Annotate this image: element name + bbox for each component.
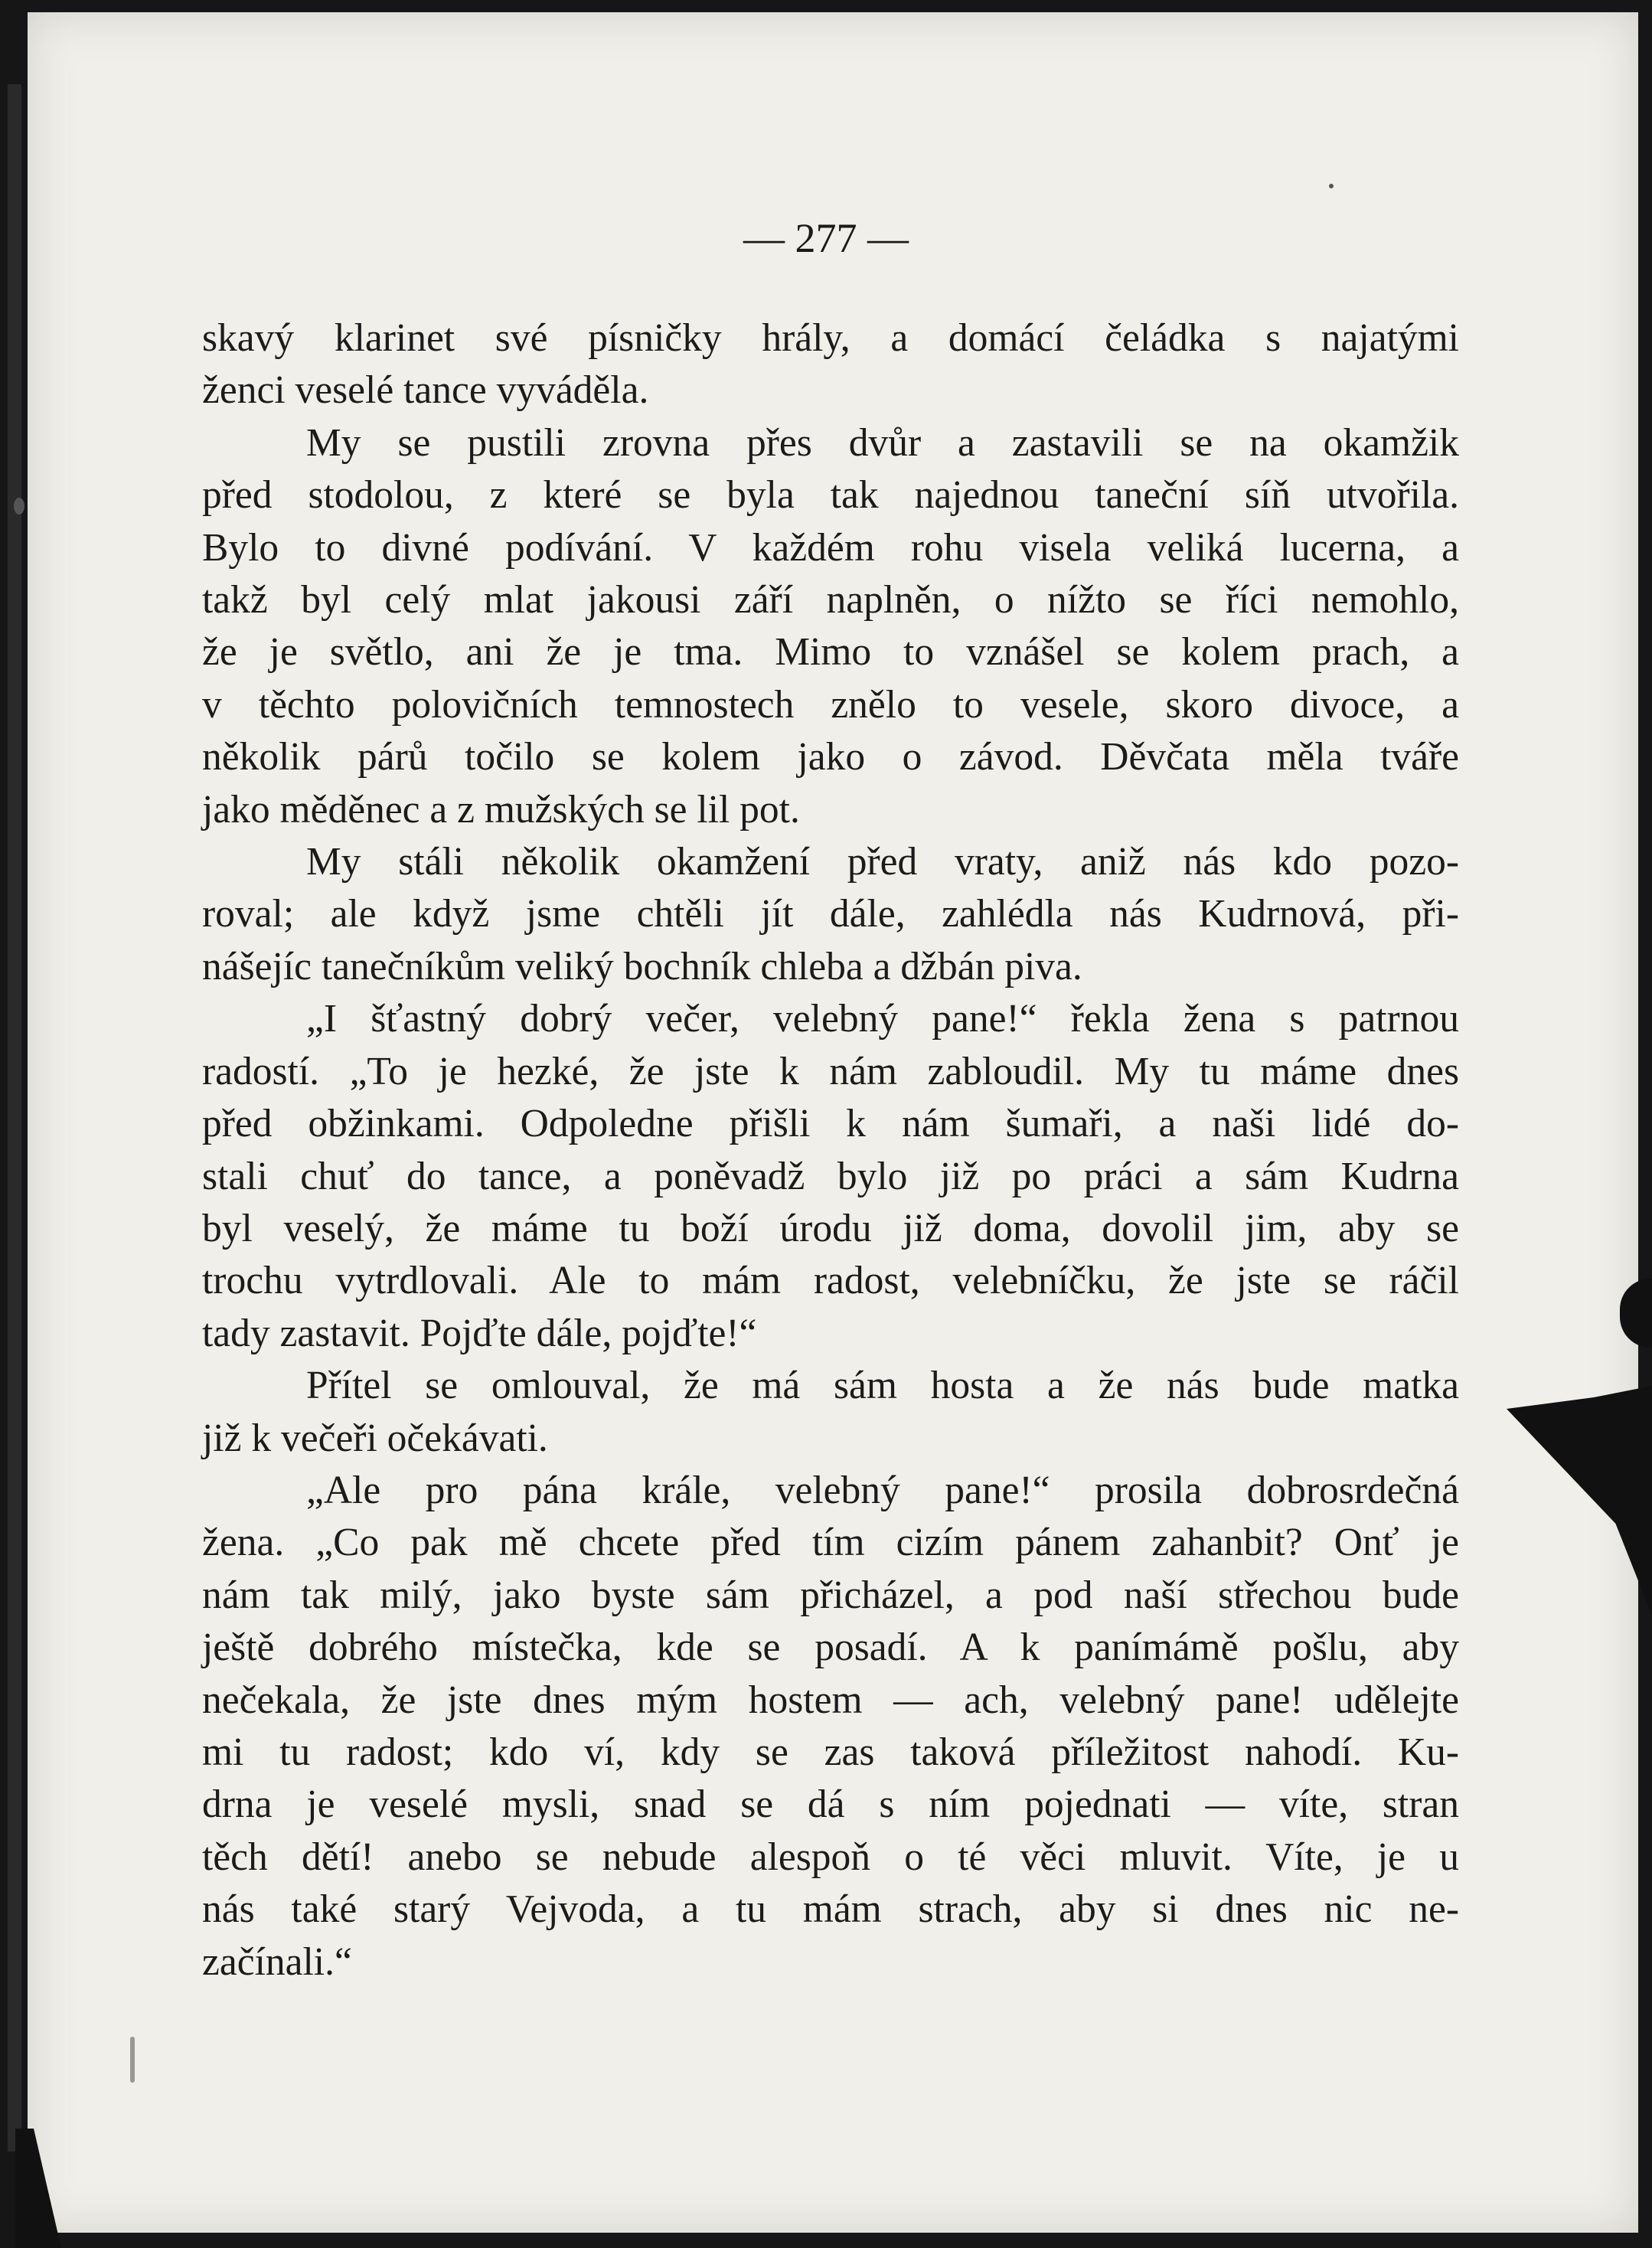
text-line: před obžinkami. Odpoledne přišli k nám šumaři, a naši lidé do- bbox=[202, 1102, 1459, 1146]
text-line: těch dětí! anebo se nebude alespoň o té věci mluvit. Víte, je u bbox=[202, 1835, 1459, 1879]
text-line: skavý klarinet své písničky hrály, a domácí čeládka s najatými bbox=[202, 316, 1459, 360]
paragraph bbox=[202, 993, 1459, 1360]
text-line: „Ale pro pána krále, velebný pane!“ prosila dobrosrdečná bbox=[306, 1468, 1459, 1512]
text-line: stali chuť do tance, a poněvadž bylo již po práci a sám Kudrna bbox=[202, 1154, 1459, 1198]
text-line: ještě dobrého místečka, kde se posadí. A k panímámě pošlu, aby bbox=[202, 1626, 1459, 1670]
text-line: takž byl celý mlat jakousi září naplněn, o nížto se říci nemohlo, bbox=[202, 578, 1459, 622]
text-line: v těchto polovičních temnostech znělo to vesele, skoro divoce, a bbox=[202, 682, 1459, 727]
text-line: „I šťastný dobrý večer, velebný pane!“ řekla žena s patrnou bbox=[306, 997, 1459, 1041]
paragraph bbox=[202, 836, 1459, 993]
text-line: My stáli několik okamžení před vraty, aniž nás kdo pozo- bbox=[306, 840, 1459, 884]
text-line: jako měděnec a z mužských se lil pot. bbox=[202, 787, 800, 832]
text-line: radostí. „To je hezké, že jste k nám zabloudil. My tu máme dnes bbox=[202, 1049, 1459, 1093]
text-line: nečekala, že jste dnes mým hostem — ach, velebný pane! udělejte bbox=[202, 1678, 1459, 1722]
text-line: nám tak milý, jako byste sám přicházel, a pod naší střechou bude bbox=[202, 1573, 1459, 1617]
ink-speck bbox=[1329, 184, 1334, 188]
text-line: několik párů točilo se kolem jako o závod. Děvčata měla tváře bbox=[202, 735, 1459, 779]
text-line: Přítel se omlouval, že má sám hosta a že nás bude matka bbox=[306, 1364, 1459, 1408]
text-line: roval; ale když jsme chtěli jít dále, zahlédla nás Kudrnová, při- bbox=[202, 892, 1459, 936]
ink-speck bbox=[130, 2037, 135, 2083]
text-line: že je světlo, ani že je tma. Mimo to vznášel se kolem prach, a bbox=[202, 630, 1459, 675]
paragraph bbox=[202, 1465, 1459, 1988]
text-line: trochu vytrdlovali. Ale to mám radost, velebníčku, že jste se ráčil bbox=[202, 1259, 1459, 1303]
text-line: tady zastavit. Pojďte dále, pojďte!“ bbox=[202, 1311, 757, 1355]
text-line: My se pustili zrovna přes dvůr a zastavili se na okamžik bbox=[306, 420, 1459, 465]
ink-speck bbox=[14, 498, 24, 515]
text-line: byl veselý, že máme tu boží úrodu již doma, dovolil jim, aby se bbox=[202, 1206, 1459, 1250]
text-line: Bylo to divné podívání. V každém rohu visela veliká lucerna, a bbox=[202, 525, 1459, 570]
page-number: — 277 — bbox=[743, 215, 909, 261]
text-line: žena. „Co pak mě chcete před tím cizím pánem zahanbit? Onť je bbox=[202, 1521, 1459, 1565]
left-binding-edge bbox=[8, 84, 21, 2152]
text-line: před stodolou, z které se byla tak najednou taneční síň utvořila. bbox=[202, 473, 1459, 518]
text-line: již k večeři očekávati. bbox=[202, 1416, 548, 1460]
text-line: začínali.“ bbox=[202, 1939, 352, 1984]
paragraph bbox=[202, 417, 1459, 836]
text-line: ženci veselé tance vyváděla. bbox=[202, 368, 649, 413]
body-text bbox=[202, 312, 1459, 1988]
text-line: nášejíc tanečníkům veliký bochník chleba a džbán piva. bbox=[202, 944, 1082, 988]
text-line: drna je veselé mysli, snad se dá s ním pojednati — víte, stran bbox=[202, 1782, 1459, 1827]
paragraph bbox=[202, 312, 1459, 417]
paragraph bbox=[202, 1360, 1459, 1465]
text-line: mi tu radost; kdo ví, kdy se zas taková příležitost nahodí. Ku- bbox=[202, 1730, 1459, 1774]
text-line: nás také starý Vejvoda, a tu mám strach, aby si dnes nic ne- bbox=[202, 1887, 1459, 1932]
